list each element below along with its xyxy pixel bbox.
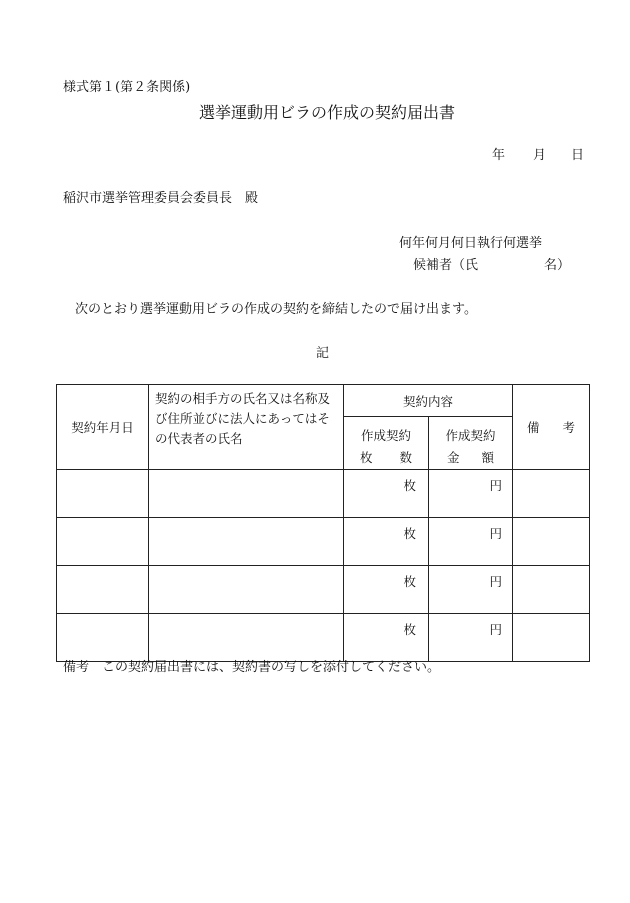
col-remarks-char1: 備 (527, 420, 540, 435)
table-row (57, 614, 590, 662)
cell-remarks[interactable] (513, 518, 590, 566)
cell-amount[interactable] (429, 470, 513, 518)
cell-party[interactable] (149, 566, 344, 614)
unit-sheets: 枚 (403, 478, 416, 493)
cell-amount[interactable] (429, 614, 513, 662)
unit-yen: 円 (489, 574, 502, 589)
cell-date[interactable] (57, 470, 149, 518)
col-contract-header (344, 385, 513, 417)
page-title: 選挙運動用ビラの作成の契約届出書 (199, 103, 456, 122)
col-party-line2: び住所並びに法人にあってはそ (155, 411, 330, 426)
addressee: 稲沢市選挙管理委員会委員長 殿 (63, 191, 259, 206)
cell-remarks[interactable] (513, 614, 590, 662)
col-party-line3: の代表者の氏名 (155, 431, 243, 446)
form-number: 様式第１(第２条関係) (63, 80, 191, 95)
col-remarks-header (513, 385, 590, 470)
col-count-char2: 数 (399, 450, 412, 465)
cell-party[interactable] (149, 470, 344, 518)
cell-party[interactable] (149, 518, 344, 566)
candidate-suffix: 名） (544, 258, 571, 273)
cell-count[interactable] (344, 614, 429, 662)
col-count-header (344, 417, 429, 470)
cell-date[interactable] (57, 518, 149, 566)
cell-count[interactable] (344, 518, 429, 566)
col-date-label: 契約年月日 (71, 420, 134, 435)
col-count-char1: 枚 (360, 450, 373, 465)
col-date-header (57, 385, 149, 470)
unit-yen: 円 (489, 622, 502, 637)
cell-date[interactable] (57, 566, 149, 614)
cell-remarks[interactable] (513, 566, 590, 614)
date-year-label: 年 (492, 148, 506, 163)
remarks-note: 備考 この契約届出書には、契約書の写しを添付してください。 (63, 660, 441, 675)
contract-table (56, 384, 590, 662)
election-name: 何年何月何日執行何選挙 (399, 236, 543, 251)
col-remarks-char2: 考 (562, 420, 575, 435)
cell-remarks[interactable] (513, 470, 590, 518)
cell-count[interactable] (344, 470, 429, 518)
col-party-header (149, 385, 344, 470)
table-row (57, 566, 590, 614)
date-month-label: 月 (533, 148, 547, 163)
table-row (57, 470, 590, 518)
col-count-line1: 作成契約 (360, 428, 411, 443)
cell-count[interactable] (344, 566, 429, 614)
intro-text: 次のとおり選挙運動用ビラの作成の契約を締結したので届け出ます。 (75, 302, 477, 317)
unit-yen: 円 (489, 478, 502, 493)
date-day-label: 日 (571, 148, 585, 163)
cell-amount[interactable] (429, 518, 513, 566)
ki-heading: 記 (316, 346, 330, 361)
col-amount-line1: 作成契約 (445, 428, 496, 443)
col-contract-label: 契約内容 (402, 393, 453, 409)
table-row (57, 518, 590, 566)
unit-sheets: 枚 (403, 526, 416, 541)
unit-sheets: 枚 (403, 574, 416, 589)
col-party-line1: 契約の相手方の氏名又は名称及 (155, 391, 331, 406)
cell-amount[interactable] (429, 566, 513, 614)
unit-sheets: 枚 (403, 622, 416, 637)
unit-yen: 円 (489, 526, 502, 541)
col-amount-header (429, 417, 513, 470)
col-amount-char1: 金 (447, 450, 460, 465)
cell-party[interactable] (149, 614, 344, 662)
cell-date[interactable] (57, 614, 149, 662)
candidate-prefix: 候補者（氏 (413, 258, 479, 273)
col-amount-char2: 額 (481, 450, 494, 465)
